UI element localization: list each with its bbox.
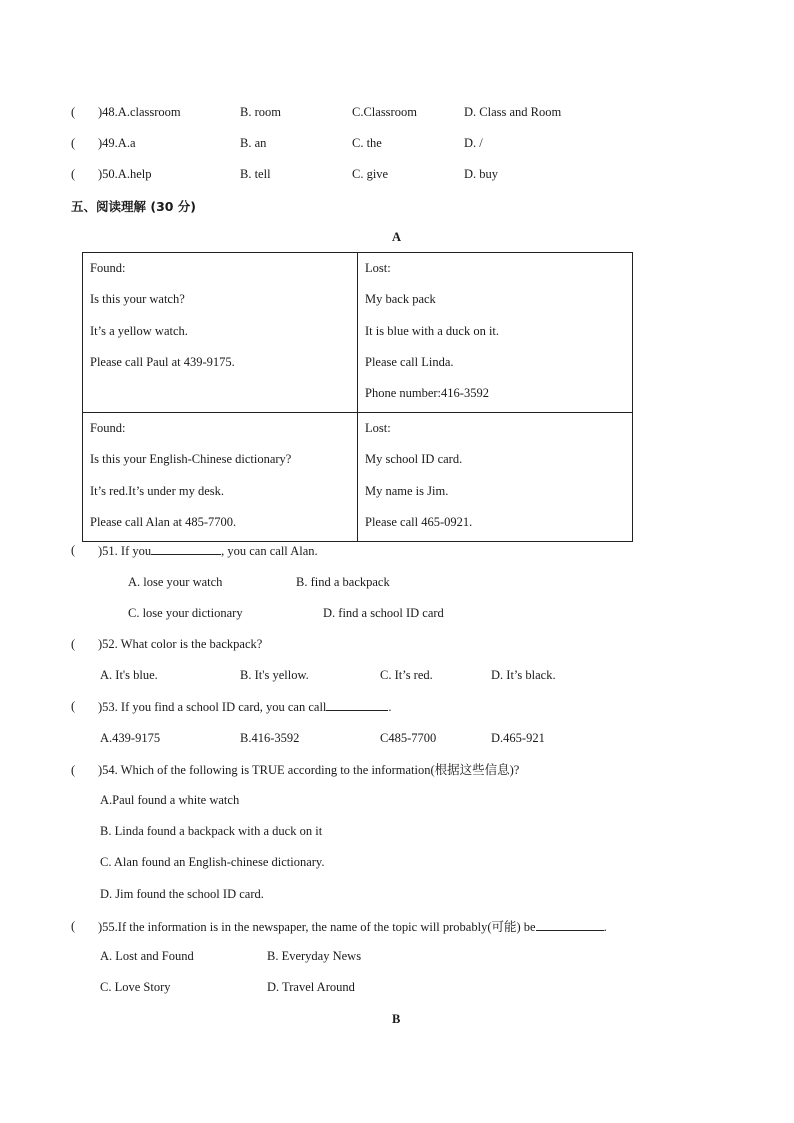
notice-line: My school ID card. <box>365 452 463 467</box>
q52-stem: )52. What color is the backpack? <box>98 637 263 651</box>
q49-option-a: )49.A.a <box>98 136 136 150</box>
q53-option-b: B.416-3592 <box>240 731 300 745</box>
q51-stem-start: )51. If you <box>98 544 152 558</box>
section-title: 五、阅读理解 (30 分) <box>71 199 197 214</box>
q51-stem-end: , you can call Alan. <box>221 544 318 558</box>
q51-stem <box>98 542 318 559</box>
notice-line: Please call Linda. <box>365 354 454 369</box>
notice-found-watch <box>83 253 358 413</box>
notice-line: Found: <box>90 421 126 436</box>
q51-answer-blank <box>151 542 221 555</box>
q49-paren: ( <box>71 136 76 150</box>
notice-line: Lost: <box>365 421 391 436</box>
q53-stem-start: )53. If you find a school ID card, you can call <box>98 700 327 714</box>
notice-line: Is this your English-Chinese dictionary? <box>90 452 292 467</box>
q51-paren: ( <box>71 543 76 557</box>
q52-option-c: C. It’s red. <box>380 668 433 682</box>
notices-table <box>82 252 633 542</box>
q54-paren: ( <box>71 763 76 777</box>
q50-paren: ( <box>71 167 76 181</box>
notice-line: Please call Paul at 439-9175. <box>90 354 235 369</box>
q54-option-b: B. Linda found a backpack with a duck on it <box>100 824 323 838</box>
q53-option-c: C485-7700 <box>380 731 437 745</box>
notice-line: My name is Jim. <box>365 483 449 498</box>
notice-line: Lost: <box>365 261 391 275</box>
q55-stem <box>98 918 607 935</box>
q55-option-a: A. Lost and Found <box>100 949 194 963</box>
q53-stem <box>98 698 392 715</box>
notice-line: It is blue with a duck on it. <box>365 323 500 338</box>
q49-option-d: D. / <box>464 136 483 150</box>
q53-paren: ( <box>71 699 76 713</box>
q52-paren: ( <box>71 637 76 651</box>
notice-line: Please call 465-0921. <box>365 515 473 530</box>
q52-option-b: B. It's yellow. <box>240 668 309 682</box>
q53-stem-end: . <box>388 700 392 714</box>
notice-line: My back pack <box>365 292 436 307</box>
q50-option-b: B. tell <box>240 167 271 181</box>
q51-option-d: D. find a school ID card <box>323 606 444 620</box>
q48-option-b: B. room <box>240 105 281 119</box>
q53-option-d: D.465-921 <box>491 731 545 745</box>
notice-found-dictionary <box>83 413 358 542</box>
q51-option-c: C. lose your dictionary <box>128 606 243 620</box>
q51-option-a: A. lose your watch <box>128 575 223 589</box>
q54-option-d: D. Jim found the school ID card. <box>100 887 264 901</box>
notice-line: Please call Alan at 485-7700. <box>90 515 237 530</box>
q48-option-a: )48.A.classroom <box>98 105 181 119</box>
q55-stem-end: . <box>603 920 607 934</box>
q54-stem: )54. Which of the following is TRUE according to the information(根据这些信息)? <box>98 763 520 777</box>
q50-option-d: D. buy <box>464 167 499 181</box>
notice-line: It’s red.It’s under my desk. <box>90 483 225 498</box>
q50-option-c: C. give <box>352 167 389 181</box>
q48-option-d: D. Class and Room <box>464 105 562 119</box>
q49-option-c: C. the <box>352 136 382 150</box>
notice-lost-backpack <box>358 253 633 413</box>
q53-answer-blank <box>326 698 388 711</box>
q52-option-a: A. It's blue. <box>100 668 158 682</box>
q55-option-d: D. Travel Around <box>267 980 355 994</box>
q54-option-c: C. Alan found an English-chinese dictionary. <box>100 855 325 869</box>
notice-line: Is this your watch? <box>90 292 185 307</box>
q55-option-c: C. Love Story <box>100 980 171 994</box>
q48-option-c: C.Classroom <box>352 105 417 119</box>
q54-option-a: A.Paul found a white watch <box>100 793 240 807</box>
notice-lost-id-card <box>358 413 633 542</box>
q53-option-a: A.439-9175 <box>100 731 161 745</box>
q55-paren: ( <box>71 919 76 933</box>
q48-paren: ( <box>71 105 76 119</box>
passage-b-label: B <box>392 1012 401 1026</box>
q51-option-b: B. find a backpack <box>296 575 390 589</box>
q55-answer-blank <box>536 918 604 931</box>
q52-option-d: D. It’s black. <box>491 668 556 682</box>
passage-a-label: A <box>392 230 402 244</box>
q50-option-a: )50.A.help <box>98 167 152 181</box>
notice-line: Found: <box>90 261 126 275</box>
q49-option-b: B. an <box>240 136 267 150</box>
notice-line: It’s a yellow watch. <box>90 323 188 338</box>
notice-line: Phone number:416-3592 <box>365 386 489 401</box>
q55-option-b: B. Everyday News <box>267 949 362 963</box>
q55-stem-start: )55.If the information is in the newspaper, the name of the topic will probably(可能) be <box>98 920 536 934</box>
